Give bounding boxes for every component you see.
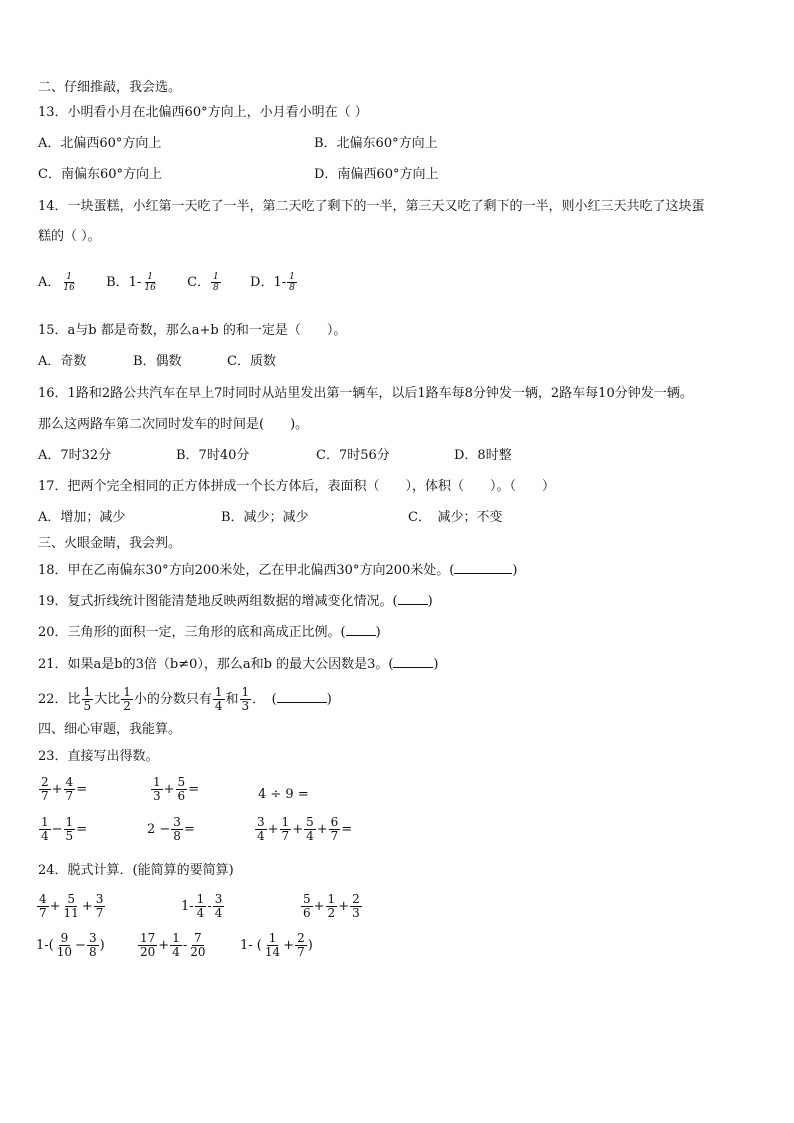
equals-sign: = xyxy=(76,822,88,837)
fraction xyxy=(213,893,225,920)
q16-option-d: D．8时整 xyxy=(454,448,512,463)
fraction-denominator: 7 xyxy=(39,906,47,920)
q17-option-a: A．增加；减少 xyxy=(38,510,126,525)
fraction-numerator: 3 xyxy=(95,892,104,906)
q14-option-d-label: D．1- xyxy=(250,275,287,290)
q17-option-c: C． 减少；不变 xyxy=(408,510,503,525)
hyphen-sign: - xyxy=(182,938,188,953)
fraction-numerator: 7 xyxy=(194,931,202,945)
q15-option-b: B．偶数 xyxy=(133,354,182,369)
plus-sign: + xyxy=(292,822,304,837)
q23-expr-5 xyxy=(147,816,195,843)
q16-option-a: A．7时32分 xyxy=(38,448,112,463)
fraction xyxy=(64,816,76,843)
fraction-denominator: 8 xyxy=(88,945,97,959)
one-minus: 1- xyxy=(181,899,194,914)
q23-expr-1 xyxy=(38,776,87,803)
q17-option-b: B．减少；减少 xyxy=(221,510,309,525)
fraction-denominator: 5 xyxy=(65,829,74,843)
question-15-stem: 15．a与b 都是奇数，那么a+b 的和一定是（ ）。 xyxy=(38,323,347,338)
fraction-denominator: 8 xyxy=(213,283,219,293)
fraction-numerator: 1 xyxy=(83,685,92,699)
fraction-denominator: 7 xyxy=(330,829,339,843)
fraction-denominator: 20 xyxy=(190,945,206,959)
fraction xyxy=(87,932,99,959)
fraction-denominator: 4 xyxy=(257,829,265,843)
question-22 xyxy=(38,684,332,716)
fraction xyxy=(350,893,362,920)
fraction xyxy=(62,893,81,920)
close-paren: ) xyxy=(433,657,439,672)
q24-expr-3 xyxy=(300,893,363,920)
q22-part-4: 和 xyxy=(225,692,239,707)
fraction xyxy=(263,932,282,959)
fraction xyxy=(280,816,292,843)
fraction-denominator: 2 xyxy=(123,699,131,713)
fraction-denominator: 16 xyxy=(144,283,156,293)
question-16-stem-line2: 那么这两路车第二次同时发车的时间是( )。 xyxy=(38,417,309,432)
fraction-numerator: 3 xyxy=(173,815,181,829)
plus-sign: + xyxy=(158,938,170,953)
q14-options xyxy=(38,272,298,293)
equals-sign: = xyxy=(76,782,88,797)
hyphen-sign: - xyxy=(207,899,212,914)
fraction-denominator: 10 xyxy=(56,945,73,959)
q22-part-3: 小的分数只有 xyxy=(133,692,212,707)
fraction xyxy=(188,932,207,959)
two-minus: 2 − xyxy=(147,822,171,837)
q16-option-b: B．7时40分 xyxy=(176,448,250,463)
q14-option-a-label: A． xyxy=(38,275,61,290)
fraction-denominator: 2 xyxy=(327,906,336,920)
fraction-denominator: 16 xyxy=(63,283,75,293)
close-paren: ) xyxy=(427,594,433,609)
fraction-denominator: 4 xyxy=(306,829,314,843)
fraction-numerator: 1 xyxy=(289,272,295,282)
fraction-denominator: 6 xyxy=(303,906,311,920)
plus-sign: + xyxy=(163,782,175,797)
fraction-denominator: 4 xyxy=(214,906,223,920)
section-3-heading: 三、火眼金睛，我会判。 xyxy=(38,536,182,551)
q13-option-d: D．南偏西60°方向上 xyxy=(314,167,439,182)
q14-option-b-label: B．1- xyxy=(106,275,142,290)
q24-expr-2 xyxy=(181,893,225,920)
fraction-numerator: 17 xyxy=(140,931,156,945)
fraction-denominator: 8 xyxy=(289,283,295,293)
fraction-numerator: 4 xyxy=(65,775,74,789)
fraction xyxy=(170,932,182,959)
fraction xyxy=(138,932,157,959)
q23-expr-4 xyxy=(38,816,87,843)
close-paren: ) xyxy=(375,625,381,640)
fraction-numerator: 1 xyxy=(214,685,223,699)
fraction xyxy=(151,776,163,803)
question-13-stem: 13．小明看小月在北偏西60°方向上，小月看小明在（ ） xyxy=(38,105,368,120)
fraction xyxy=(55,932,74,959)
q22-answer-blank[interactable] xyxy=(277,690,327,703)
fraction-denominator: 7 xyxy=(281,829,290,843)
close-paren: ) xyxy=(326,692,332,707)
q22-part-2: 大比 xyxy=(94,692,121,707)
q24-expr-5 xyxy=(137,932,209,959)
question-18 xyxy=(38,561,517,580)
fraction-denominator: 3 xyxy=(241,699,250,713)
fraction-denominator: 11 xyxy=(63,906,79,920)
q22-part-1: 22．比 xyxy=(38,692,81,707)
question-17-stem: 17．把两个完全相同的正方体拼成一个长方体后，表面积（ ），体积（ ）。（ ） xyxy=(38,479,556,494)
q20-text: 20．三角形的面积一定，三角形的底和高成正比例。( xyxy=(38,625,346,640)
q21-answer-blank[interactable] xyxy=(393,655,433,668)
fraction xyxy=(176,776,188,803)
q16-option-c: C．7时56分 xyxy=(316,448,390,463)
one-minus-space-paren: 1- ( xyxy=(240,938,262,953)
fraction-numerator: 6 xyxy=(330,815,339,829)
fraction-numerator: 4 xyxy=(39,892,47,906)
q14-option-c-label: C． xyxy=(187,275,211,290)
fraction xyxy=(39,816,51,843)
plus-sign: + xyxy=(283,938,295,953)
minus-sign: − xyxy=(75,938,86,953)
section-4-heading: 四、细心审题，我能算。 xyxy=(38,722,182,737)
fraction-numerator: 5 xyxy=(67,892,75,906)
fraction-numerator: 1 xyxy=(65,815,74,829)
fraction-denominator: 14 xyxy=(264,945,281,959)
fraction xyxy=(255,816,267,843)
one-minus-paren: 1-( xyxy=(36,938,54,953)
fraction-denominator: 7 xyxy=(95,906,104,920)
fraction xyxy=(195,893,207,920)
fraction-denominator: 7 xyxy=(65,789,74,803)
fraction xyxy=(39,776,51,803)
fraction xyxy=(64,776,76,803)
q22-part-5: ． ( xyxy=(252,692,277,707)
plus-sign: + xyxy=(338,899,350,914)
equals-sign: = xyxy=(183,822,195,837)
question-23-title: 23．直接写出得数。 xyxy=(38,749,159,764)
fraction-numerator: 2 xyxy=(297,931,305,945)
plus-sign: + xyxy=(313,899,325,914)
fraction-numerator: 5 xyxy=(303,892,311,906)
fraction-numerator: 3 xyxy=(257,815,265,829)
plus-sign: + xyxy=(316,822,328,837)
equals-sign: = xyxy=(188,782,200,797)
fraction-1-2 xyxy=(121,686,133,713)
fraction-numerator: 1 xyxy=(281,815,290,829)
right-paren: ) xyxy=(307,938,313,953)
fraction xyxy=(37,893,49,920)
fraction-denominator: 6 xyxy=(177,789,186,803)
close-paren: ) xyxy=(512,563,518,578)
fraction-denominator: 7 xyxy=(297,945,305,959)
fraction-numerator: 1 xyxy=(66,272,72,282)
q19-answer-blank[interactable] xyxy=(398,592,428,605)
fraction-numerator: 3 xyxy=(214,892,223,906)
q24-expr-4 xyxy=(36,932,105,959)
question-21 xyxy=(38,655,439,674)
plus-sign: + xyxy=(49,899,61,914)
q24-expr-1 xyxy=(36,893,106,920)
q13-option-b: B．北偏东60°方向上 xyxy=(314,136,438,151)
fraction xyxy=(301,893,313,920)
q21-text: 21．如果a是b的3倍（b≠0），那么a和b 的最大公因数是3。( xyxy=(38,657,394,672)
q23-expr-6 xyxy=(254,816,352,843)
fraction xyxy=(326,893,338,920)
question-24-title: 24．脱式计算．(能简算的要简算) xyxy=(38,863,234,878)
q19-text: 19．复式折线统计图能清楚地反映两组数据的增减变化情况。( xyxy=(38,594,398,609)
q23-expr-2 xyxy=(150,776,199,803)
fraction-numerator: 1 xyxy=(41,815,49,829)
q23-expr-3: 4 ÷ 9 = xyxy=(258,787,309,802)
section-2-heading: 二、仔细推敲，我会选。 xyxy=(38,80,182,95)
question-14-stem-line2: 糕的（ ）。 xyxy=(38,229,101,244)
fraction-numerator: 1 xyxy=(327,892,336,906)
fraction-numerator: 5 xyxy=(306,815,314,829)
question-19 xyxy=(38,592,433,611)
question-20 xyxy=(38,623,381,642)
q15-option-c: C．质数 xyxy=(227,354,276,369)
plus-sign: + xyxy=(51,782,63,797)
fraction-denominator: 3 xyxy=(352,906,360,920)
q24-expr-6 xyxy=(240,932,313,959)
fraction xyxy=(329,816,341,843)
q14-option-b-fraction xyxy=(142,272,157,293)
fraction-numerator: 1 xyxy=(268,931,277,945)
fraction-numerator: 9 xyxy=(60,931,69,945)
q18-answer-blank[interactable] xyxy=(454,561,512,574)
q14-option-d-fraction xyxy=(287,272,297,293)
fraction xyxy=(295,932,307,959)
fraction-numerator: 3 xyxy=(88,931,97,945)
fraction-denominator: 4 xyxy=(196,906,205,920)
fraction xyxy=(171,816,183,843)
fraction-denominator: 4 xyxy=(214,699,223,713)
fraction-1-3 xyxy=(240,686,252,713)
plus-sign: + xyxy=(267,822,279,837)
question-16-stem-line1: 16．1路和2路公共汽车在早上7时同时从站里发出第一辆车，以后1路车每8分钟发一辆，2路车每10分钟发一辆。 xyxy=(38,386,693,401)
fraction-numerator: 1 xyxy=(213,272,219,282)
fraction-numerator: 2 xyxy=(352,892,360,906)
fraction-numerator: 1 xyxy=(196,892,205,906)
fraction-numerator: 5 xyxy=(177,775,186,789)
q15-option-a: A．奇数 xyxy=(38,354,87,369)
right-paren: ) xyxy=(99,938,105,953)
fraction-denominator: 7 xyxy=(41,789,49,803)
fraction xyxy=(304,816,316,843)
fraction-numerator: 1 xyxy=(241,685,250,699)
q20-answer-blank[interactable] xyxy=(346,623,376,636)
q18-text: 18．甲在乙南偏东30°方向200米处，乙在甲北偏西30°方向200米处。( xyxy=(38,563,455,578)
fraction xyxy=(94,893,106,920)
question-14-stem-line1: 14．一块蛋糕，小红第一天吃了一半，第二天吃了剩下的一半，第三天又吃了剩下的一半，则小红三天共吃了这块蛋 xyxy=(38,199,705,214)
fraction-numerator: 1 xyxy=(172,931,180,945)
q14-option-a-fraction xyxy=(61,272,76,293)
fraction-numerator: 1 xyxy=(153,775,161,789)
fraction-1-4 xyxy=(213,686,225,713)
q13-option-c: C．南偏东60°方向上 xyxy=(38,167,162,182)
fraction-denominator: 4 xyxy=(172,945,180,959)
fraction-numerator: 1 xyxy=(123,685,131,699)
fraction-denominator: 4 xyxy=(41,829,49,843)
q14-option-c-fraction xyxy=(211,272,221,293)
fraction-denominator: 8 xyxy=(173,829,181,843)
fraction-numerator: 2 xyxy=(41,775,49,789)
fraction-denominator: 20 xyxy=(140,945,156,959)
minus-sign: − xyxy=(51,822,63,837)
plus-sign: + xyxy=(81,899,93,914)
fraction-denominator: 5 xyxy=(83,699,92,713)
q13-option-a: A．北偏西60°方向上 xyxy=(38,136,162,151)
fraction-denominator: 3 xyxy=(153,789,161,803)
equals-sign: = xyxy=(341,822,353,837)
fraction-numerator: 1 xyxy=(147,272,153,282)
fraction-1-5 xyxy=(82,686,94,713)
